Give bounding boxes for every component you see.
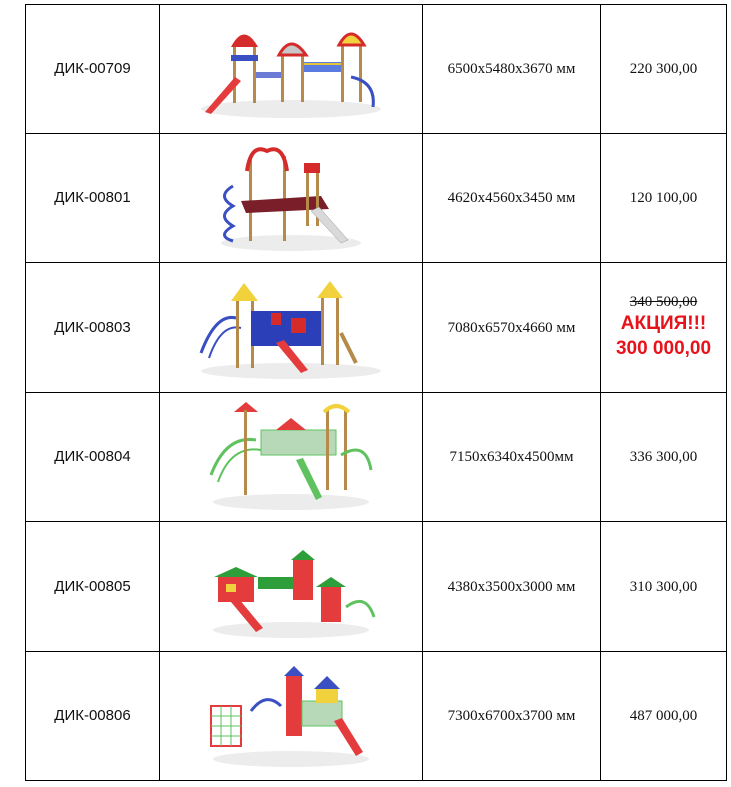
dimensions: 7300x6700x3700 мм	[447, 708, 576, 724]
price-cell	[601, 652, 727, 781]
price-cell	[601, 522, 727, 652]
dimensions-cell	[423, 393, 601, 522]
promo-price: 300 000,00	[615, 338, 712, 359]
playground-image	[206, 400, 376, 515]
dimensions: 4620x4560x3450 мм	[447, 190, 576, 206]
dimensions-cell	[423, 522, 601, 652]
product-table	[25, 4, 727, 781]
product-code: ДИК-00803	[54, 318, 131, 336]
playground-image	[191, 17, 391, 122]
table-row	[26, 5, 727, 134]
price: 336 300,00	[629, 449, 698, 465]
old-price: 340 500,00	[629, 294, 698, 310]
product-code-cell	[26, 263, 160, 393]
table-row	[26, 393, 727, 522]
product-code: ДИК-00801	[54, 189, 131, 206]
table-row	[26, 263, 727, 393]
dimensions: 7150x6340x4500мм	[449, 449, 574, 465]
price: 310 300,00	[629, 578, 698, 595]
product-image-cell	[160, 522, 423, 652]
price-cell	[601, 5, 727, 134]
playground-image	[191, 273, 391, 383]
product-code: ДИК-00805	[54, 577, 131, 595]
product-image-cell	[160, 652, 423, 781]
playground-image	[206, 661, 376, 771]
dimensions-cell	[423, 134, 601, 263]
price: 220 300,00	[629, 61, 698, 77]
dimensions-cell	[423, 5, 601, 134]
product-code-cell	[26, 134, 160, 263]
dimensions: 6500x5480x3670 мм	[447, 61, 576, 77]
table-row	[26, 134, 727, 263]
product-code-cell	[26, 652, 160, 781]
price: 487 000,00	[629, 708, 698, 724]
promo-label: АКЦИЯ!!!	[620, 313, 707, 334]
product-image-cell	[160, 5, 423, 134]
product-image-cell	[160, 134, 423, 263]
price: 120 100,00	[629, 190, 698, 206]
product-code-cell	[26, 522, 160, 652]
table-row	[26, 652, 727, 781]
dimensions-cell	[423, 652, 601, 781]
product-image-cell	[160, 393, 423, 522]
dimensions-cell	[423, 263, 601, 393]
dimensions: 7080x6570x4660 мм	[447, 319, 576, 336]
table-row	[26, 522, 727, 652]
price-cell	[601, 263, 727, 393]
product-code: ДИК-00709	[54, 60, 131, 77]
product-code-cell	[26, 393, 160, 522]
product-code: ДИК-00804	[54, 448, 131, 465]
price-cell	[601, 134, 727, 263]
product-code-cell	[26, 5, 160, 134]
product-image-cell	[160, 263, 423, 393]
price-cell	[601, 393, 727, 522]
playground-image	[211, 141, 371, 256]
product-code: ДИК-00806	[54, 707, 131, 724]
playground-image	[206, 532, 376, 642]
dimensions: 4380x3500x3000 мм	[447, 578, 576, 595]
